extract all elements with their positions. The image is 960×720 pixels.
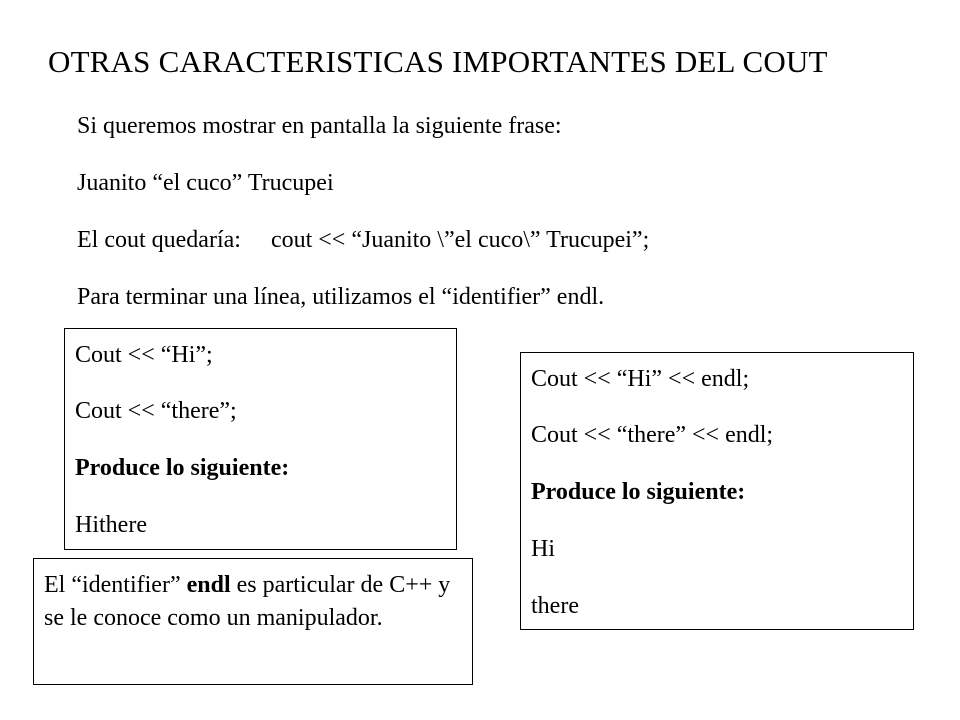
cout-label: El cout quedaría: — [77, 227, 241, 253]
note-suffix: es particular de C++ y se le conoce como un manipulador. — [44, 572, 451, 631]
code-line: Cout << “Hi”; — [75, 342, 213, 368]
endl-note-box — [33, 558, 473, 685]
example-box-with-endl — [520, 352, 914, 630]
output-line: there — [531, 593, 579, 619]
produce-label: Produce lo siguiente: — [531, 479, 746, 505]
example-phrase: Juanito “el cuco” Trucupei — [77, 170, 334, 196]
code-line: Cout << “there” << endl; — [531, 422, 774, 448]
code-line: Cout << “there”; — [75, 398, 237, 424]
slide-title: OTRAS CARACTERISTICAS IMPORTANTES DEL COUT — [48, 44, 828, 79]
cout-example-line — [77, 227, 649, 254]
example-box-no-endl — [64, 328, 457, 550]
code-line: Cout << “Hi” << endl; — [531, 366, 750, 392]
produce-label: Produce lo siguiente: — [75, 455, 290, 481]
note-prefix: El “identifier” — [44, 572, 187, 598]
output-text: Hithere — [75, 512, 147, 538]
endl-line: Para terminar una línea, utilizamos el “identifier” endl. — [77, 284, 605, 310]
intro-line: Si queremos mostrar en pantalla la siguiente frase: — [77, 113, 562, 139]
output-line: Hi — [531, 536, 555, 562]
note-keyword: endl — [186, 572, 231, 598]
cout-code: cout << “Juanito \”el cuco\” Trucupei”; — [270, 227, 650, 253]
